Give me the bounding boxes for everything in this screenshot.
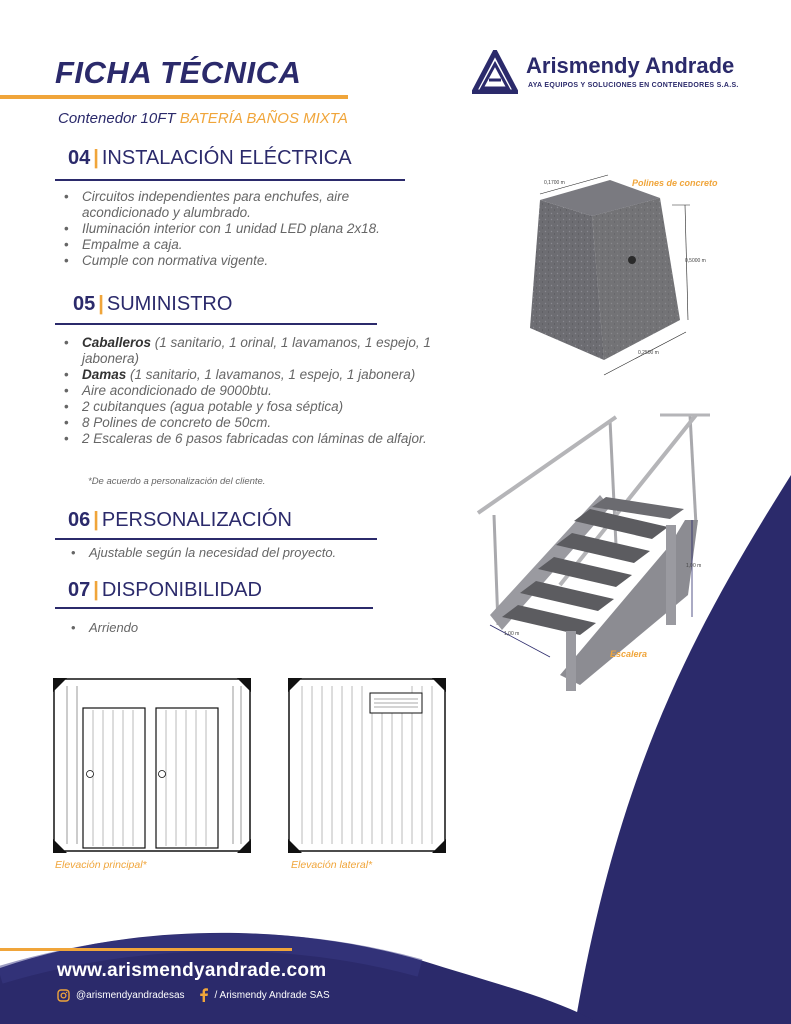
pillar-dim-base: 0,2500 m xyxy=(638,350,659,356)
section-title: PERSONALIZACIÓN xyxy=(101,509,292,531)
list-item: • Empalme a caja. xyxy=(58,237,418,253)
title-underline xyxy=(0,95,348,99)
list-item: • 2 Escaleras de 6 pasos fabricadas con láminas de alfajor. xyxy=(58,431,478,447)
list-item: • 8 Polines de concreto de 50cm. xyxy=(58,415,478,431)
section-06-list xyxy=(65,545,425,561)
section-05-list xyxy=(58,335,478,447)
side-elevation-caption: Elevación lateral* xyxy=(291,859,373,871)
stair-dim-height: 1,00 m xyxy=(686,563,702,569)
item-bold: Damas xyxy=(82,367,127,382)
section-number: 05 xyxy=(73,293,96,315)
stair-dim-width: 1,00 m xyxy=(504,631,520,637)
instagram-handle[interactable]: @arismendyandradesas xyxy=(76,989,185,1001)
logo-tagline: AYA EQUIPOS Y SOLUCIONES EN CONTENEDORES S.A.S. xyxy=(528,82,739,89)
list-item: • Arriendo xyxy=(65,620,365,636)
facebook-handle[interactable]: / Arismendy Andrade SAS xyxy=(214,989,330,1001)
list-item: • Ajustable según la necesidad del proyecto. xyxy=(65,545,425,561)
stair-label: Escalera xyxy=(610,649,648,659)
section-title: INSTALACIÓN ELÉCTRICA xyxy=(101,147,352,169)
section-06-heading: 06 | PERSONALIZACIÓN xyxy=(68,509,292,531)
pillar-dim-top: 0,1700 m xyxy=(544,180,565,186)
section-05-heading: 05 | SUMINISTRO xyxy=(73,293,233,315)
section-06-rule xyxy=(55,538,377,540)
facebook-icon xyxy=(199,988,209,1002)
list-item xyxy=(58,367,478,383)
front-elevation-caption: Elevación principal* xyxy=(55,859,147,871)
footer-orange-line xyxy=(0,948,292,951)
section-07-rule xyxy=(55,607,373,609)
list-item xyxy=(58,335,478,367)
section-number: 07 xyxy=(68,579,91,601)
pillar-label: Polines de concreto xyxy=(632,178,718,188)
section-04-rule xyxy=(55,179,405,181)
list-item: • Cumple con normativa vigente. xyxy=(58,253,418,269)
section-number: 06 xyxy=(68,509,91,531)
section-04-heading: 04 | INSTALACIÓN ELÉCTRICA xyxy=(68,147,352,169)
customization-note: *De acuerdo a personalización del cliente. xyxy=(88,476,266,487)
list-item: • 2 cubitanques (agua potable y fosa séptica) xyxy=(58,399,478,415)
logo-name: Arismendy Andrade xyxy=(526,53,735,78)
staircase-figure xyxy=(470,395,730,695)
front-elevation-drawing xyxy=(53,678,253,853)
section-title: DISPONIBILIDAD xyxy=(101,579,262,601)
social-links xyxy=(57,988,330,1002)
subtitle-highlight: BATERÍA BAÑOS MIXTA xyxy=(179,110,348,127)
list-item: • Aire acondicionado de 9000btu. xyxy=(58,383,478,399)
subtitle-prefix: Contenedor 10FT xyxy=(58,110,180,127)
list-item: • Circuitos independientes para enchufes, aire acondicionado y alumbrado. xyxy=(58,189,418,221)
subtitle xyxy=(58,110,348,127)
list-item: • Iluminación interior con 1 unidad LED plana 2x18. xyxy=(58,221,418,237)
section-07-heading: 07 | DISPONIBILIDAD xyxy=(68,579,262,601)
website-link[interactable]: www.arismendyandrade.com xyxy=(57,960,327,981)
item-bold: Caballeros xyxy=(82,335,152,350)
section-05-rule xyxy=(55,323,377,325)
page-title: FICHA TÉCNICA xyxy=(55,55,302,90)
section-title: SUMINISTRO xyxy=(106,293,233,315)
section-number: 04 xyxy=(68,147,91,169)
instagram-icon xyxy=(57,989,70,1002)
item-rest: (1 sanitario, 1 lavamanos, 1 espejo, 1 jabonera) xyxy=(126,367,416,382)
section-07-list xyxy=(65,620,365,636)
item-rest: (1 sanitario, 1 orinal, 1 lavamanos, 1 espejo, 1 jabonera) xyxy=(82,335,431,366)
side-elevation-drawing xyxy=(288,678,448,853)
pillar-dim-height: 0,5000 m xyxy=(685,258,706,264)
logo-icon xyxy=(472,50,518,94)
concrete-pillar-figure xyxy=(520,170,740,385)
section-04-list xyxy=(58,189,418,269)
